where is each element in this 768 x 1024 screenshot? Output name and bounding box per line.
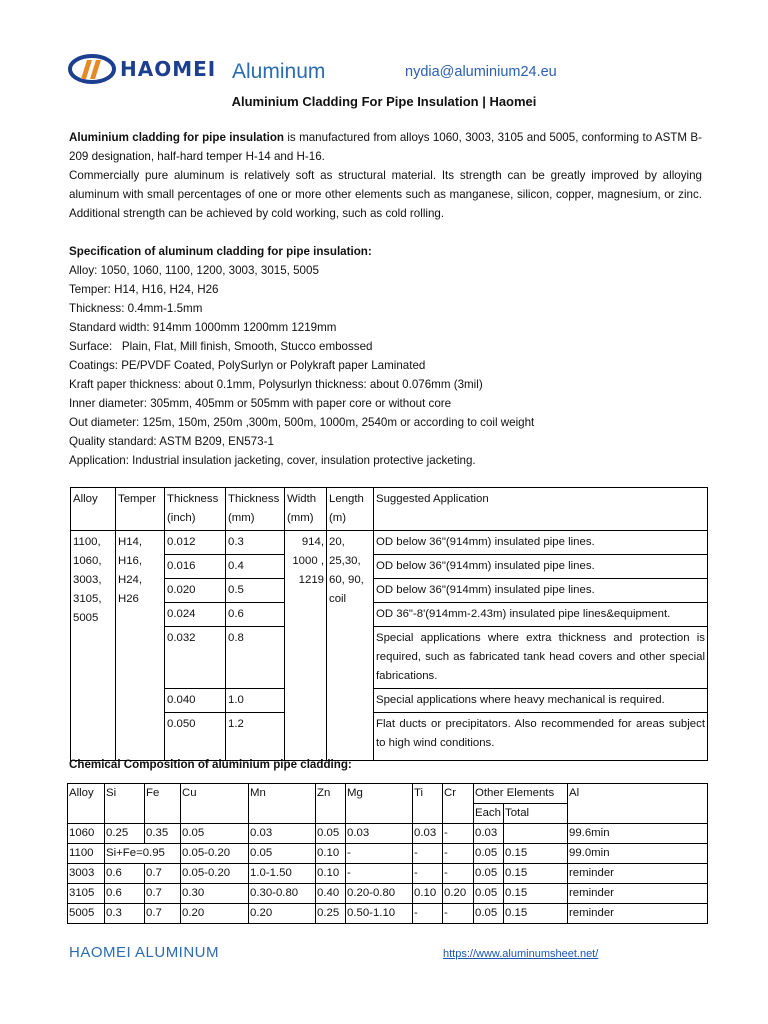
table-cell: 0.05	[316, 824, 346, 844]
thickness-mm-cell: 0.3	[226, 531, 285, 555]
table-cell: -	[443, 904, 474, 924]
column-header: Thickness (mm)	[226, 488, 285, 531]
spec-line: Thickness: 0.4mm-1.5mm	[69, 302, 203, 315]
table-cell: 0.05	[181, 824, 249, 844]
brand-name: HAOMEI	[120, 57, 217, 81]
spec-heading: Specification of aluminum cladding for pipe insulation:	[69, 245, 372, 258]
table-row	[68, 904, 708, 924]
column-header: Alloy	[68, 784, 105, 824]
table-cell: 0.05-0.20	[181, 844, 249, 864]
table-cell: 1100	[68, 844, 105, 864]
table-cell: -	[413, 844, 443, 864]
table-cell: 0.05	[249, 844, 316, 864]
table-cell: 0.05	[474, 864, 504, 884]
table-cell: 0.20	[181, 904, 249, 924]
table-cell: reminder	[568, 884, 708, 904]
table-cell: -	[346, 844, 413, 864]
table-cell: 0.30-0.80	[249, 884, 316, 904]
table-cell: -	[443, 864, 474, 884]
table-cell: -	[413, 864, 443, 884]
column-header: Ti	[413, 784, 443, 824]
thickness-mm-cell: 0.5	[226, 579, 285, 603]
alloy-cell: 1100, 1060, 3003, 3105, 5005	[71, 531, 116, 761]
table-cell: 0.15	[504, 864, 568, 884]
haomei-logo-icon	[68, 54, 116, 84]
page-title: Aluminium Cladding For Pipe Insulation | Haomei	[231, 94, 537, 109]
intro-bold-lead: Aluminium cladding for pipe insulation	[69, 131, 284, 144]
column-header: Temper	[116, 488, 165, 531]
table-cell: 0.03	[413, 824, 443, 844]
table-cell: 0.03	[474, 824, 504, 844]
table-cell	[504, 824, 568, 844]
spec-line: Alloy: 1050, 1060, 1100, 1200, 3003, 3015, 5005	[69, 264, 319, 277]
chemical-heading: Chemical Composition of aluminium pipe cladding:	[69, 758, 352, 771]
table-row	[71, 555, 708, 579]
table-row	[71, 689, 708, 713]
application-cell: Flat ducts or precipitators. Also recommended for areas subject to high wind conditions.	[374, 713, 708, 761]
thickness-mm-cell: 0.8	[226, 627, 285, 689]
table-cell: 0.10	[316, 844, 346, 864]
column-header: Cr	[443, 784, 474, 824]
length-cell: 20, 25,30, 60, 90, coil	[327, 531, 374, 761]
table-cell: 0.10	[413, 884, 443, 904]
thickness-inch-cell: 0.024	[165, 603, 226, 627]
table-cell: reminder	[568, 904, 708, 924]
spec-line: Standard width: 914mm 1000mm 1200mm 1219mm	[69, 321, 337, 334]
column-subheader: Total	[504, 804, 568, 824]
footer-brand: HAOMEI ALUMINUM	[69, 944, 220, 961]
column-header: Cu	[181, 784, 249, 824]
column-header: Other Elements	[474, 784, 568, 804]
table-cell: 0.03	[346, 824, 413, 844]
column-header: Al	[568, 784, 708, 824]
table-cell: 0.20	[443, 884, 474, 904]
table-cell: 0.3	[105, 904, 145, 924]
table-cell: 0.05-0.20	[181, 864, 249, 884]
table-cell: 0.7	[145, 884, 181, 904]
application-cell: Special applications where heavy mechanical is required.	[374, 689, 708, 713]
column-header: Thickness (inch)	[165, 488, 226, 531]
thickness-inch-cell: 0.012	[165, 531, 226, 555]
table-cell: 3105	[68, 884, 105, 904]
table-cell: 0.20-0.80	[346, 884, 413, 904]
temper-cell: H14, H16, H24, H26	[116, 531, 165, 761]
table-cell: -	[443, 844, 474, 864]
table-row	[71, 579, 708, 603]
table-row	[68, 844, 708, 864]
table-cell: 3003	[68, 864, 105, 884]
column-header: Width (mm)	[285, 488, 327, 531]
table-cell: 0.6	[105, 884, 145, 904]
table-row	[71, 627, 708, 689]
spec-line: Application: Industrial insulation jacketing, cover, insulation protective jacketing.	[69, 454, 476, 467]
table-row	[68, 824, 708, 844]
header	[68, 50, 708, 90]
table-cell: 99.0min	[568, 844, 708, 864]
chemical-composition-table	[67, 783, 708, 924]
table-cell: 0.15	[504, 884, 568, 904]
footer-website-link[interactable]: https://www.aluminumsheet.net/	[443, 948, 599, 960]
table-cell: reminder	[568, 864, 708, 884]
specification-table	[70, 487, 708, 761]
thickness-mm-cell: 1.2	[226, 713, 285, 761]
thickness-mm-cell: 0.4	[226, 555, 285, 579]
table-cell: 0.40	[316, 884, 346, 904]
column-header: Alloy	[71, 488, 116, 531]
table-cell: Si+Fe=0.95	[105, 844, 181, 864]
spec-list	[69, 261, 702, 470]
spec-line: Temper: H14, H16, H24, H26	[69, 283, 219, 296]
table-cell: 0.05	[474, 904, 504, 924]
table-header-row	[68, 784, 708, 804]
table-cell: 1060	[68, 824, 105, 844]
column-header: Mn	[249, 784, 316, 824]
width-cell: 914, 1000 , 1219	[285, 531, 327, 761]
column-header: Length (m)	[327, 488, 374, 531]
thickness-inch-cell: 0.020	[165, 579, 226, 603]
spec-line: Out diameter: 125m, 150m, 250m ,300m, 500m, 1000m, 2540m or according to coil weight	[69, 416, 535, 429]
table-cell: 0.20	[249, 904, 316, 924]
brand-suffix: Aluminum	[232, 60, 326, 83]
thickness-inch-cell: 0.050	[165, 713, 226, 761]
table-header-row	[71, 488, 708, 531]
application-cell: OD below 36"(914mm) insulated pipe lines.	[374, 555, 708, 579]
column-header: Mg	[346, 784, 413, 824]
table-cell: 0.6	[105, 864, 145, 884]
spec-line: Inner diameter: 305mm, 405mm or 505mm with paper core or without core	[69, 397, 452, 410]
table-cell: -	[443, 824, 474, 844]
table-row	[68, 864, 708, 884]
table-cell: 0.05	[474, 884, 504, 904]
application-cell: OD below 36"(914mm) insulated pipe lines.	[374, 531, 708, 555]
intro-paragraph-1	[69, 128, 702, 166]
table-cell: 0.25	[316, 904, 346, 924]
thickness-inch-cell: 0.016	[165, 555, 226, 579]
table-cell: 0.03	[249, 824, 316, 844]
table-row	[71, 713, 708, 761]
table-cell: 99.6min	[568, 824, 708, 844]
table-cell: 0.7	[145, 904, 181, 924]
table-cell: 0.15	[504, 844, 568, 864]
intro-p1-rest: is manufactured from alloys 1060, 3003, 3105 and 5005, conforming to ASTM B-209 designation, half-hard temper H-14 and H-16.	[69, 131, 702, 163]
application-cell: OD below 36"(914mm) insulated pipe lines.	[374, 579, 708, 603]
thickness-inch-cell: 0.032	[165, 627, 226, 689]
table-cell: -	[413, 904, 443, 924]
application-cell: OD 36"-8'(914mm-2.43m) insulated pipe lines&equipment.	[374, 603, 708, 627]
table-cell: 0.10	[316, 864, 346, 884]
intro-paragraph-2: Commercially pure aluminum is relatively soft as structural material. Its strength can be greatly improved by alloying aluminum with small percentages of one or more other elements such as manganese, silicon, copper, magnesium, or zinc. Additional strength can be achieved by cold working, such as cold rolling.	[69, 169, 702, 220]
table-cell: 0.15	[504, 904, 568, 924]
table-row	[71, 531, 708, 555]
table-cell: 0.7	[145, 864, 181, 884]
spec-line: Kraft paper thickness: about 0.1mm, Polysurlyn thickness: about 0.076mm (3mil)	[69, 378, 483, 391]
column-header: Suggested Application	[374, 488, 708, 531]
thickness-inch-cell: 0.040	[165, 689, 226, 713]
table-cell: 0.25	[105, 824, 145, 844]
application-cell: Special applications where extra thickness and protection is required, such as fabricated tank head covers and other special fabrications.	[374, 627, 708, 689]
table-cell: 0.30	[181, 884, 249, 904]
contact-email[interactable]: nydia@aluminium24.eu	[405, 64, 557, 80]
column-subheader: Each	[474, 804, 504, 824]
table-cell: -	[346, 864, 413, 884]
thickness-mm-cell: 0.6	[226, 603, 285, 627]
table-cell: 5005	[68, 904, 105, 924]
spec-line: Coatings: PE/PVDF Coated, PolySurlyn or Polykraft paper Laminated	[69, 359, 426, 372]
thickness-mm-cell: 1.0	[226, 689, 285, 713]
table-cell: 0.50-1.10	[346, 904, 413, 924]
spec-line: Quality standard: ASTM B209, EN573-1	[69, 435, 274, 448]
table-row	[71, 603, 708, 627]
table-cell: 0.05	[474, 844, 504, 864]
column-header: Si	[105, 784, 145, 824]
spec-line: Surface: Plain, Flat, Mill finish, Smooth, Stucco embossed	[69, 340, 373, 353]
table-cell: 1.0-1.50	[249, 864, 316, 884]
column-header: Zn	[316, 784, 346, 824]
column-header: Fe	[145, 784, 181, 824]
table-cell: 0.35	[145, 824, 181, 844]
table-row	[68, 884, 708, 904]
